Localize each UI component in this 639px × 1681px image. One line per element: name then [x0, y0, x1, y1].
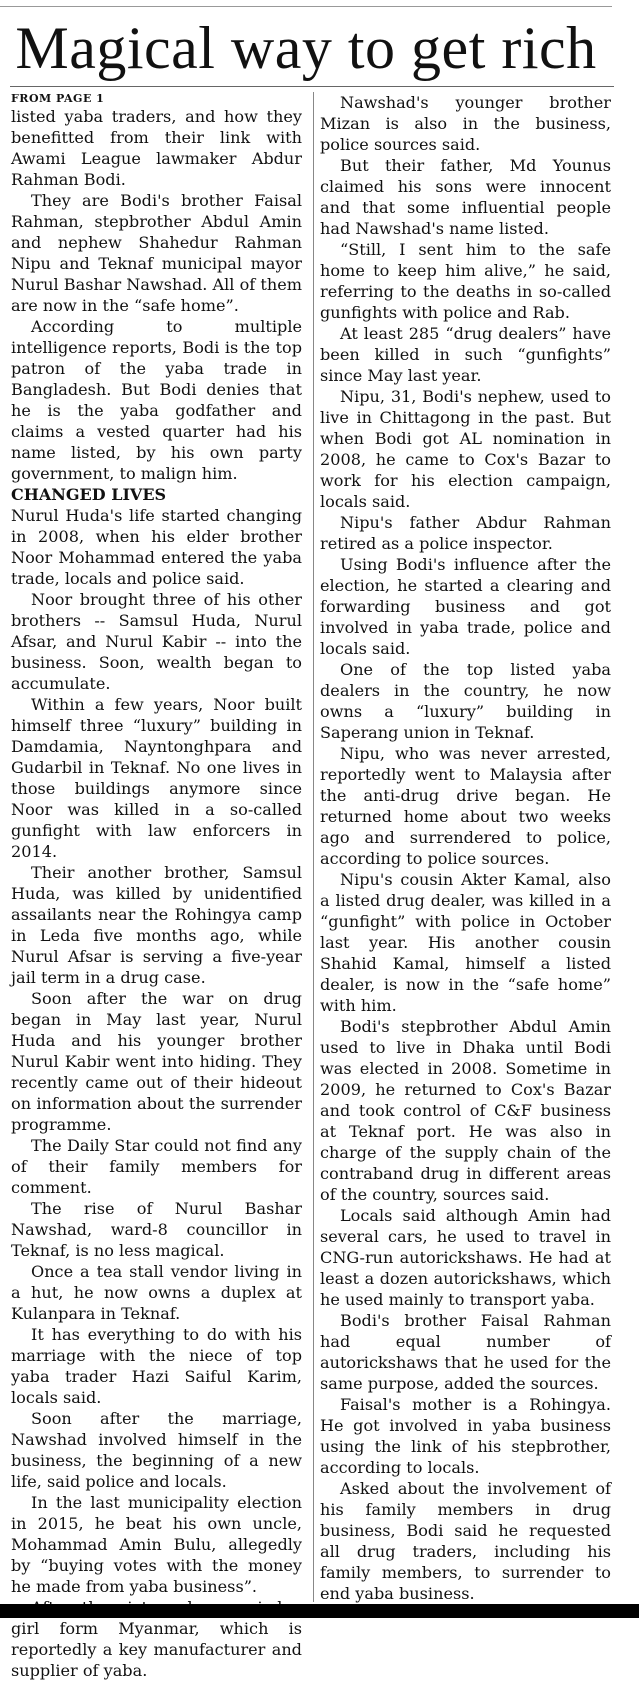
paragraph: Nurul Huda's life started changing in 2008, when his elder brother Noor Mohammad entered the yaba trade, locals and police said.	[11, 506, 302, 588]
paragraph: It has everything to do with his marriage with the niece of top yaba trader Hazi Saiful Karim, locals said.	[11, 1325, 302, 1407]
paragraph: girl form Myanmar, which is reportedly a key manufacturer and supplier of yaba.	[11, 1619, 302, 1680]
subhead: CHANGED LIVES	[11, 485, 167, 504]
paragraph: Soon after the war on drug began in May last year, Nurul Huda and his younger brother Nurul Kabir went into hiding. They recently came out of their hideout on information about the surrender programme.	[11, 989, 302, 1134]
paragraph: Noor brought three of his other brothers -- Samsul Huda, Nurul Afsar, and Nurul Kabir -- into the business. Soon, wealth began to accumulate.	[11, 590, 302, 693]
paragraph: Nipu, 31, Bodi's nephew, used to live in Chittagong in the past. But when Bodi got AL nomination in 2008, he came to Cox's Bazar to work for his election campaign, locals said.	[320, 387, 611, 511]
right-column	[320, 92, 611, 1604]
paragraph: Bodi's brother Faisal Rahman had equal number of autorickshaws that he used for the same purpose, added the sources.	[320, 1311, 611, 1393]
paragraph: But their father, Md Younus claimed his sons were innocent and that some influential people had Nawshad's name listed.	[320, 156, 611, 238]
paragraph: Asked about the involvement of his family members in drug business, Bodi said he requested all drug traders, including his family members, to surrender to end yaba business.	[320, 1479, 611, 1603]
paragraph: Nipu's father Abdur Rahman retired as a police inspector.	[320, 513, 611, 553]
paragraph: Nipu's cousin Akter Kamal, also a listed drug dealer, was killed in a “gunfight” with police in October last year. His another cousin Shahid Kamal, himself a listed dealer, is now in the “safe home” with him.	[320, 870, 611, 1015]
paragraph: listed yaba traders, and how they benefitted from their link with Awami League lawmaker Abdur Rahman Bodi.	[11, 107, 302, 189]
paragraph: At least 285 “drug dealers” have been killed in such “gunfights” since May last year.	[320, 324, 611, 385]
headline: Magical way to get rich	[15, 15, 597, 81]
paragraph: Faisal's mother is a Rohingya. He got involved in yaba business using the link of his stepbrother, according to locals.	[320, 1395, 611, 1477]
paragraph: Within a few years, Noor built himself three “luxury” building in Damdamia, Nayntonghpara and Gudarbil in Teknaf. No one lives in those buildings anymore since Noor was killed in a so-called gunfight with law enforcers in 2014.	[11, 695, 302, 861]
column-divider	[313, 92, 314, 1602]
paragraph: They are Bodi's brother Faisal Rahman, stepbrother Abdul Amin and nephew Shahedur Rahman Nipu and Teknaf municipal mayor Nurul Bashar Nawshad. All of them are now in the “safe home”.	[11, 191, 302, 315]
paragraph: Nawshad's younger brother Mizan is also in the business, police sources said.	[320, 93, 611, 154]
paragraph: In the last municipality election in 2015, he beat his own uncle, Mohammad Amin Bulu, allegedly by “buying votes with the money he made from yaba business”.	[11, 1493, 302, 1596]
headline-rule	[10, 86, 614, 87]
bottom-bar	[0, 1604, 639, 1618]
paragraph: According to multiple intelligence reports, Bodi is the top patron of the yaba trade in Bangladesh. But Bodi denies that he is the yaba godfather and claims a vested quarter had his name listed, by his own party government, to malign him.	[11, 317, 302, 483]
paragraph: Once a tea stall vendor living in a hut, he now owns a duplex at Kulanpara in Teknaf.	[11, 1262, 302, 1323]
paragraph: Soon after the marriage, Nawshad involved himself in the business, the beginning of a new life, said police and locals.	[11, 1409, 302, 1491]
paragraph: “Still, I sent him to the safe home to keep him alive,” he said, referring to the deaths in so-called gunfights with police and Rab.	[320, 240, 611, 322]
paragraph: Locals said although Amin had several cars, he used to travel in CNG-run autorickshaws. He had at least a dozen autorickshaws, which he used mainly to transport yaba.	[320, 1206, 611, 1309]
top-rule	[0, 6, 612, 7]
paragraph: The rise of Nurul Bashar Nawshad, ward-8 councillor in Teknaf, is no less magical.	[11, 1199, 302, 1260]
paragraph: Bodi's stepbrother Abdul Amin used to live in Dhaka until Bodi was elected in 2008. Sometime in 2009, he returned to Cox's Bazar and took control of C&F business at Teknaf port. He was also in charge of the supply chain of the contraband drug in different areas of the country, sources said.	[320, 1017, 611, 1204]
paragraph: Using Bodi's influence after the election, he started a clearing and forwarding business and got involved in yaba trade, police and locals said.	[320, 555, 611, 658]
paragraph: Their another brother, Samsul Huda, was killed by unidentified assailants near the Rohingya camp in Leda five months ago, while Nurul Afsar is serving a five-year jail term in a drug case.	[11, 863, 302, 987]
paragraph: One of the top listed yaba dealers in the country, he now owns a “luxury” building in Saperang union in Teknaf.	[320, 660, 611, 742]
paragraph: Nipu, who was never arrested, reportedly went to Malaysia after the anti-drug drive began. He returned home about two weeks ago and surrendered to police, according to police sources.	[320, 744, 611, 868]
left-column	[11, 92, 302, 1681]
from-page-label: FROM PAGE 1	[11, 92, 105, 105]
paragraph: The Daily Star could not find any of their family members for comment.	[11, 1136, 302, 1197]
